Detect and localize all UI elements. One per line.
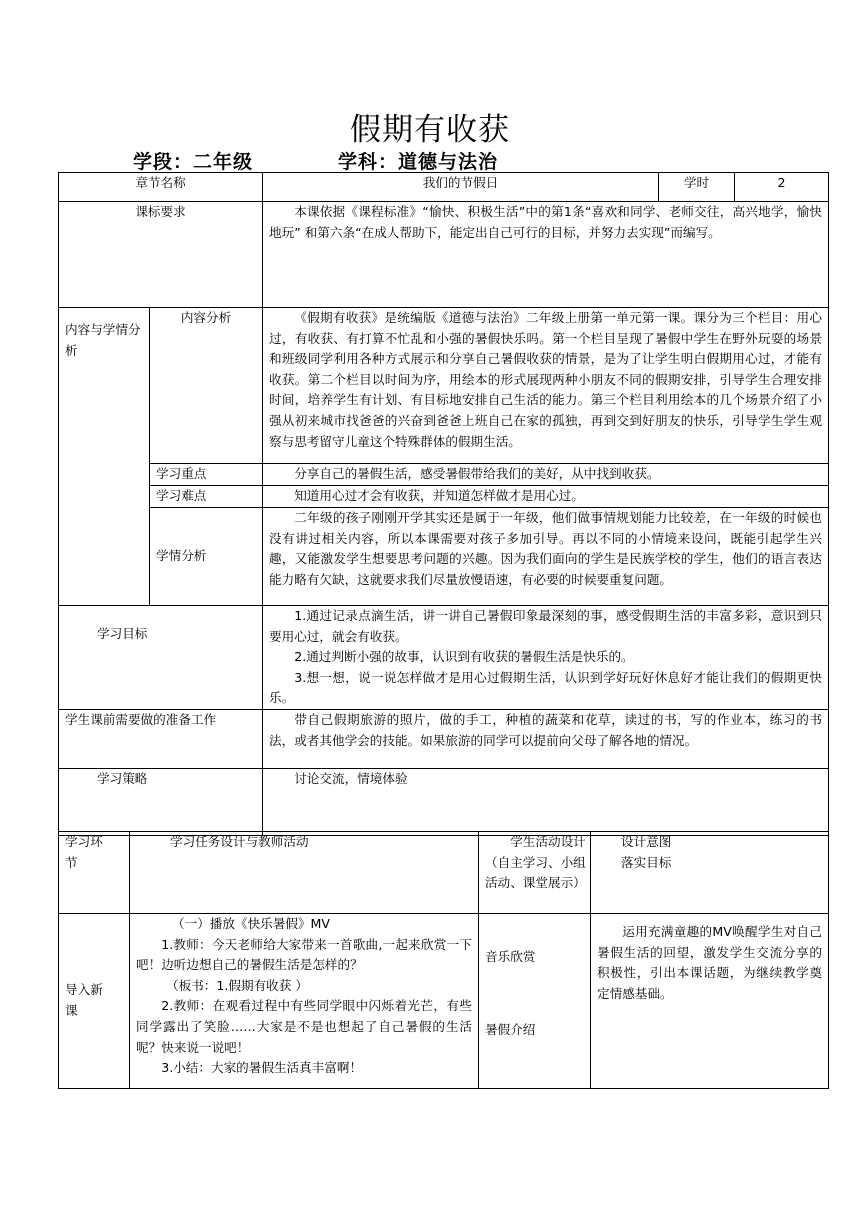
student-activity: 暑假介绍 [485, 1021, 536, 1037]
stage-label: 学段：二年级 [133, 151, 254, 173]
chapter-label: 章节名称 [59, 173, 263, 202]
hours-value: 2 [735, 173, 829, 202]
lesson-info-table [58, 172, 829, 836]
difficulty-text: 知道用心过才会有收获，并知道怎样做才是用心过。 [263, 486, 829, 508]
intent-header [591, 832, 829, 914]
key-point-text: 分享自己的暑假生活，感受暑假带给我们的美好，从中找到收获。 [263, 464, 829, 486]
situation-label: 学情分析 [150, 508, 263, 606]
task-header: 学习任务设计与教师活动 [130, 832, 479, 914]
analysis-label: 内容与学情分析 [59, 308, 150, 606]
student-header: 学生活动设计（自主学习、小组活动、课堂展示） [479, 832, 591, 914]
task-step: 1.教师：今天老师给大家带来一首歌曲,一起来欣赏一下吧！边听边想自己的暑假生活是怎样的？ [136, 936, 472, 973]
situation-text: 二年级的孩子刚刚开学其实还是属于一年级，他们做事情规划能力比较差，在一年级的时候也没有讲过相关内容，所以本课需要对孩子多加引导。再以不同的小情境来设问，既能引起学生兴趣，又能激发学生想要思考问题的兴趣。因为我们面向的学生是民族学校的学生，他们的语言表达能力略有欠缺，这就要求我们尽量放慢语速，有必要的时候要重复问题。 [263, 508, 829, 606]
intent-header-b: 落实目标 [621, 854, 672, 870]
goals-label: 学习目标 [59, 606, 263, 710]
goal-item: 2.通过判断小强的故事，认识到有收获的暑假生活是快乐的。 [294, 649, 634, 665]
stage-header: 学习环节 [59, 832, 130, 914]
intent-cell: 运用充满童趣的MV唤醒学生对自己暑假生活的回望，激发学生交流分享的积极性，引出本课话题，为继续教学奠定情感基础。 [591, 914, 829, 1089]
prep-text: 带自己假期旅游的照片，做的手工，种植的蔬菜和花草，读过的书，写的作业本，练习的书法，或者其他学会的技能。如果旅游的同学可以提前向父母了解各地的情况。 [263, 709, 829, 768]
stage-cell: 导入新课 [59, 914, 130, 1089]
process-table [58, 831, 829, 1089]
goal-item: 3.想一想，说一说怎样做才是用心过假期生活，认识到学好玩好休息好才能让我们的假期更快乐。 [269, 669, 822, 706]
task-step: 3.小结：大家的暑假生活真丰富啊！ [161, 1060, 363, 1076]
curriculum-text: 本课依据《课程标准》“愉快、积极生活”中的第1条“喜欢和同学、老师交往，高兴地学，愉快地玩” 和第六条“在成人帮助下，能定出自己可行的目标，并努力去实现”而编写。 [263, 202, 829, 308]
task-heading: （一）播放《快乐暑假》MV [172, 916, 331, 931]
intent-header-a: 设计意图 [621, 834, 672, 849]
strategy-label: 学习策略 [59, 768, 263, 835]
content-analysis-text: 《假期有收获》是统编版《道德与法治》二年级上册第一单元第一课。课分为三个栏目：用心过，有收获、有打算不忙乱和小强的暑假快乐吗。第一个栏目呈现了暑假中学生在野外玩耍的场景和班级同学利用各种方式展示和分享自己暑假收获的情景，是为了让学生明白假期用心过，才能有收获。第二个栏目以时间为序，用绘本的形式展现两种小朋友不同的假期安排，引导学生合理安排时间，培养学生有计划、有目标地安排自己生活的能力。第三个栏目利用绘本的几个场景介绍了小强从初来城市找爸爸的兴奋到爸爸上班自己在家的孤独，再到交到好朋友的快乐，引导学生学生观察与思考留守儿童这个特殊群体的假期生活。 [263, 308, 829, 464]
task-step: 2.教师：在观看过程中有些同学眼中闪烁着光芒，有些同学露出了笑脸……大家是不是也想起了自己暑假的生活呢？快来说一说吧！ [136, 998, 472, 1055]
content-analysis-label: 内容分析 [150, 308, 263, 464]
page-title: 假期有收获 [350, 112, 510, 148]
goal-item: 1.通过记录点滴生活，讲一讲自己暑假印象最深刻的事，感受假期生活的丰富多彩，意识到只要用心过，就会有收获。 [269, 608, 822, 644]
curriculum-label: 课标要求 [59, 202, 263, 308]
student-activity: 音乐欣赏 [485, 949, 536, 964]
chapter-value: 我们的节假日 [263, 173, 659, 202]
student-cell [479, 914, 591, 1089]
board-note: （板书：1.假期有收获 ） [166, 977, 308, 993]
key-point-label: 学习重点 [150, 464, 263, 486]
subject-label: 学科：道德与法治 [338, 151, 499, 173]
hours-label: 学时 [659, 173, 735, 202]
prep-label: 学生课前需要做的准备工作 [59, 709, 263, 768]
task-cell [130, 914, 479, 1089]
strategy-text: 讨论交流，情境体验 [263, 768, 829, 835]
difficulty-label: 学习难点 [150, 486, 263, 508]
goals-list [263, 606, 829, 710]
